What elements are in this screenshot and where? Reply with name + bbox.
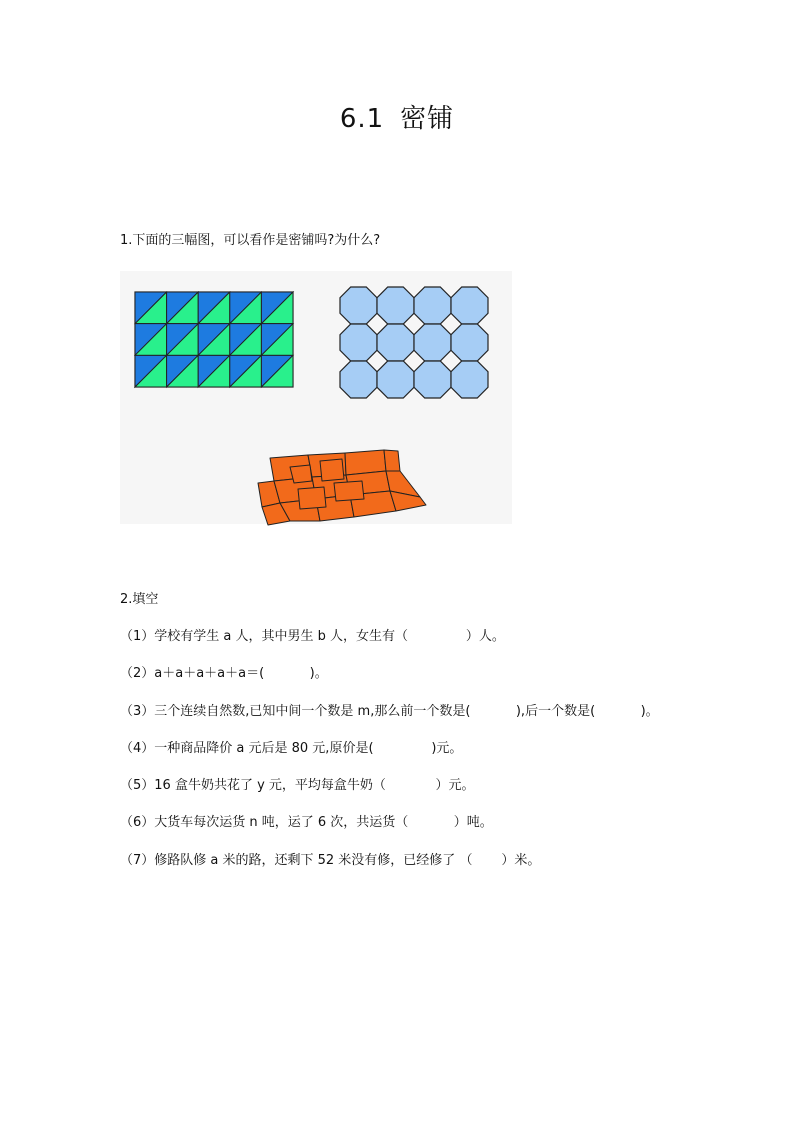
fill-blank-item-6: （6）大货车每次运货 n 吨，运了 6 次，共运货（ ）吨。 — [120, 815, 493, 830]
octagon-tile — [451, 361, 488, 398]
question-2-heading: 2.填空 — [120, 592, 159, 607]
title-number: 6.1 — [339, 104, 385, 134]
triangle-tiling-figure — [134, 291, 296, 389]
quad-tile — [334, 481, 364, 501]
octagon-tile — [340, 361, 377, 398]
octagon-tile — [414, 324, 451, 361]
tessellation-figures — [120, 271, 512, 524]
octagon-tile — [414, 287, 451, 324]
octagon-tile — [377, 361, 414, 398]
fill-blank-item-3: （3）三个连续自然数,已知中间一个数是 m,那么前一个数是( ),后一个数是( )。 — [120, 704, 659, 719]
fill-blank-item-4: （4）一种商品降价 a 元后是 80 元,原价是( )元。 — [120, 741, 463, 756]
fill-blank-item-7: （7）修路队修 a 米的路，还剩下 52 米没有修，已经修了 （ ）米。 — [120, 853, 541, 868]
fill-blank-item-2: （2）a＋a＋a＋a＋a＝( )。 — [120, 666, 328, 681]
quad-tile — [298, 487, 326, 509]
quadrilateral-tiling-figure — [250, 437, 430, 527]
quad-tile — [320, 459, 344, 481]
quad-tile — [290, 465, 312, 483]
question-1: 1.下面的三幅图，可以看作是密铺吗?为什么? — [120, 233, 381, 248]
octagon-tile — [451, 287, 488, 324]
octagon-tile — [340, 287, 377, 324]
octagon-tile — [377, 287, 414, 324]
fill-blank-item-1: （1）学校有学生 a 人，其中男生 b 人，女生有（ ）人。 — [120, 629, 505, 644]
octagon-tile — [377, 324, 414, 361]
octagon-tiling-figure — [338, 285, 492, 403]
title-text: 密铺 — [400, 104, 455, 134]
octagon-tile — [414, 361, 451, 398]
triangle-grid — [135, 292, 293, 387]
quad-tile — [384, 450, 400, 471]
octagon-tile — [340, 324, 377, 361]
octagon-tile — [451, 324, 488, 361]
octagon-grid — [340, 287, 488, 398]
fill-blank-item-5: （5）16 盒牛奶共花了 y 元，平均每盒牛奶（ ）元。 — [120, 778, 475, 793]
page-title — [0, 98, 794, 135]
